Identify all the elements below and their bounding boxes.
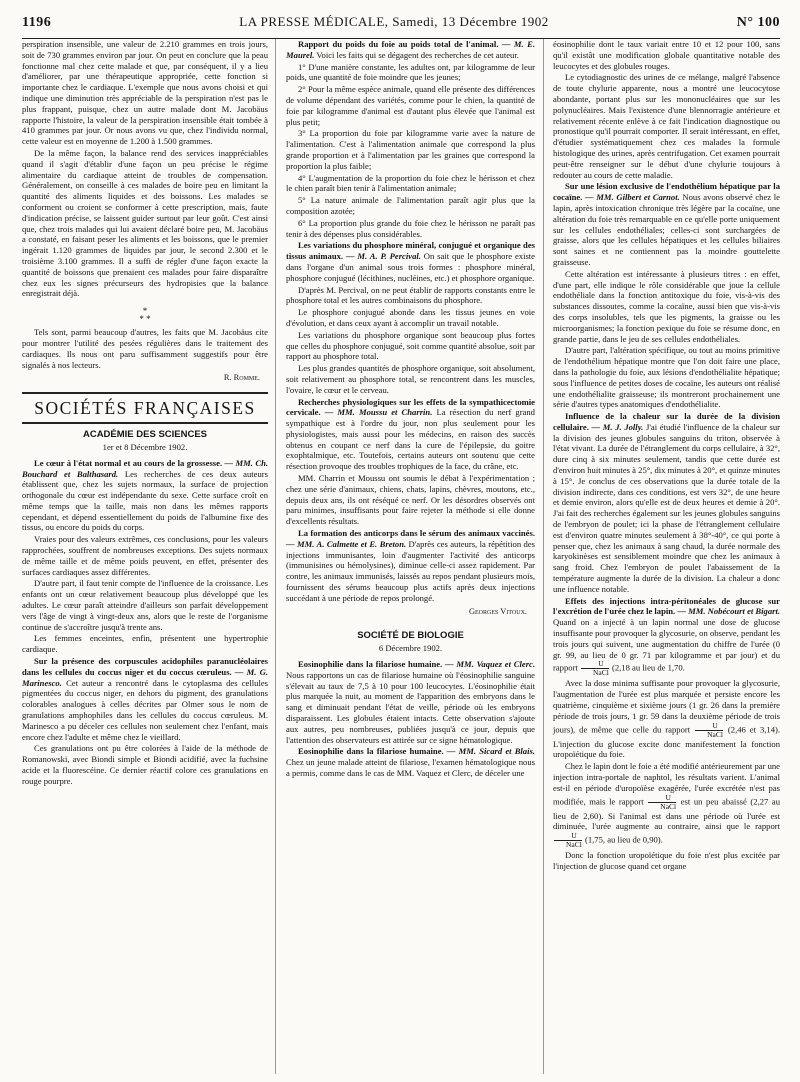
paragraph: Cette altération est intéressante à plusieurs titres : en effet, d'une part, elle indique le rôle considérable que joue la cellule endothéliale dans la fonction antitoxique du foie, vis-à-vis des substances dissoutes, comme la cocaïne, aussi bien que vis-à-vis des corps insolubles, tels que les pigments, la graisse ou les microorganismes; la fonction pexique du foie se résume donc, en grande partie, dans le jeu de ses cellules endothéliales. <box>553 268 780 344</box>
fraction-numerator: U <box>554 832 582 841</box>
article-body: Chez le lapin dont le foie a été modifié antérieurement par une injection intra-portale de naphtol, les résultats varient. L'animal est-il en période d'uropoïèse exagérée, l'urée excrétée n'est pas modifiée, mais le rapport <box>553 761 780 807</box>
article-body: (2,18 au lieu de 1,70. <box>611 662 685 673</box>
paragraph: Tels sont, parmi beaucoup d'autres, les faits que M. Jacobäus cite pour montrer l'utilité des pesées régulières dans le traitement des cardiaques. Ils nous ont paru suffisamment suggestifs pour être signalés à nos lecteurs. <box>22 327 268 370</box>
article-body: (1,75, au lieu de 0,90). <box>585 834 663 845</box>
article-authors: — M. G. Marinesco. <box>22 666 268 688</box>
paragraph <box>553 678 780 760</box>
article-body: D'après ces auteurs, la répétition des injections immunisantes, loin d'augmenter l'activité des anticorps (immunisines ou hémolysines), diminue celle-ci assez rapidement. Par contre, les animaux immunisés, laissés au repos pendant plusieurs mois, fournissent des sérums beaucoup plus actifs après deux injections succédant à une période de repos prolongé. <box>286 538 535 603</box>
article-entry <box>286 659 535 745</box>
article-authors: — M. E. Maurel. <box>286 39 535 60</box>
paragraph: éosinophilie dont le taux variait entre 10 et 12 pour 100, sans qu'il existât une modification globale quantitative notable des leucocytes et des globules rouges. <box>553 39 780 71</box>
paragraph: MM. Charrin et Moussu ont soumis le débat à l'expérimentation ; chez une série d'animaux, chiens, chats, lapins, chèvres, moutons, etc., depuis deux ans, ils ont réséqué ce nerf. Or les désordres observés ont paru minimes, insuffisants pour faire rejeter la méthode si elle donne d'excellents résultats. <box>286 473 535 527</box>
list-item: 3° La proportion du foie par kilogramme varie avec la nature de l'alimentation. C'est à l'alimentation animale que correspond la plus grande proportion et à l'alimentation par les graines que correspond la proportion la plus faible; <box>286 128 535 171</box>
article-body: (2,46 et 3,14). L'injection du glucose excite donc manifestement la fonction uropoïétique du foie. <box>553 724 780 760</box>
fraction-u-nacl <box>695 722 723 739</box>
article-entry <box>553 181 780 267</box>
journal-title: LA PRESSE MÉDICALE, Samedi, 13 Décembre 1902 <box>239 14 549 29</box>
list-item: 1° D'une manière constante, les adultes ont, par kilogramme de leur poids, une quantité de foie moindre que les jeunes; <box>286 61 535 83</box>
fraction-denominator: NaCl <box>566 840 582 850</box>
fraction-numerator: U <box>695 722 723 731</box>
list-item: 2° Pour la même espèce animale, quand elle présente des différences de volume dépendant des variétés, comme pour le chien, la quantité de foie par kilogramme d'animal est d'autant plus élevée que l'animal est plus petit; <box>286 84 535 127</box>
paragraph: De la même façon, la balance rend des services inappréciables quand il s'agit d'établir d'une façon un peu précise le régime alimentaire du cardiaque atteint de troubles de compensation. Généralement, on conseille à ces malades de boire peu en limitant la quantité des aliments liquides et des boissons. Les malades se conforment ou croient se conformer à cette prescription, mais, faute d'indication précise, se laissent guider surtout par leur goût. C'est ainsi que, chez trois malades qui lui avaient déclaré boire peu, M. Jacobäus a constaté, en faisant peser les aliments et les boissons, que le premier ingérait 1.120 grammes de liquides par jour, le second 2.300 et le troisième 3.100 grammes. Il a suffi de régler d'une façon exacte la quantité de boissons que prenaient ces malades pour faire disparaître chez eux les signes précurseurs des hydropisies que la balance enregistrait déjà. <box>22 147 268 299</box>
article-authors: — MM. Gilbert et Carnot. <box>585 192 680 203</box>
paragraph: Les femmes enceintes, enfin, présentent une hypertrophie cardiaque. <box>22 633 268 655</box>
article-body: Chez un jeune malade atteint de filariose, l'examen hématologique nous a permis, comme dans le cas de MM. Vaquez et Clerc, de déceler une <box>286 757 535 778</box>
society-heading: SOCIÉTÉ DE BIOLOGIE <box>357 630 464 642</box>
article-body: est un peu abaissé (2,27 au lieu de 2,60). Si l'animal est dans une période où l'urée est diminuée, l'urée augmente au contraire, ainsi que le rapport <box>553 796 780 832</box>
article-title: Recherches physiologiques sur les effets de la sympathicectomie cervicale. <box>286 396 535 418</box>
paragraph: D'autre part, l'altération spécifique, ou tout au moins primitive de l'endothélium hépatique montre que l'on doit faire une place, dans la pathologie du foie, aux lésions d'endothélialite hépatique; sous l'influence de petites doses de cocaïne, les auteurs ont réalisé une endothélialite graisseuse; ils montreront prochainement une série d'autres types anatomiques d'endothélialite. <box>553 345 780 410</box>
article-authors: — M. A. P. Percival. <box>345 251 421 262</box>
article-entry <box>286 397 535 473</box>
column-right <box>544 39 780 1074</box>
article-entry <box>22 458 268 534</box>
article-authors: — MM. Nobécourt et Bigart. <box>677 606 780 617</box>
article-authors: — MM. Sicard et Blais. <box>446 746 535 757</box>
list-item: 4° L'augmentation de la proportion du foie chez le hérisson et chez le chien paraît bien tenir à l'alimentation animale; <box>286 172 535 194</box>
article-authors: — MM. Vaquez et Clerc. <box>445 659 535 670</box>
paragraph <box>553 761 780 849</box>
article-body: On sait que le phosphore existe dans l'organe d'un animal sous trois formes : phosphore minéral, phosphore conjugué (lécithines, nucléines, etc.) et phosphore organique. <box>286 251 535 283</box>
fraction-u-nacl <box>554 832 582 849</box>
article-title: Effets des injections intra-péritonéales de glucose sur l'excrétion de l'urée chez le lapin. <box>553 595 780 617</box>
article-entry <box>286 528 535 604</box>
fraction-u-nacl <box>648 794 676 811</box>
article-body: Voici les faits qui se dégagent des recherches de cet auteur. <box>316 49 519 60</box>
fraction-denominator: NaCl <box>707 729 723 739</box>
list-item: 6° La proportion plus grande du foie chez le hérisson ne paraît pas tenir à des dépenses plus considérables. <box>286 217 535 239</box>
article-title: Sur la présence des corpuscules acidophiles paranucléolaires dans les cellules du coccus niger et du coccus cœruleus. <box>22 656 268 677</box>
column-middle <box>276 39 544 1074</box>
fraction-numerator: U <box>581 660 609 669</box>
article-title: Eosinophilie dans la filariose humaine. <box>298 659 443 670</box>
article-authors: — MM. Ch. Bouchard et Balthasard. <box>22 457 268 479</box>
academy-heading: ACADÉMIE DES SCIENCES <box>82 429 208 441</box>
list-item: 5° La nature animale de l'alimentation paraît agir plus que la composition azotée; <box>286 195 535 216</box>
article-authors: — MM. A. Calmette et E. Breton. <box>286 538 407 549</box>
paragraph: Le cytodiagnostic des urines de ce mélange, malgré l'absence de toute chylurie apparente, nous a montré une leucocytose abondante, portant plus sur les mononucléaires que sur les polynucléaires. Mais l'existence d'une blennorragie antérieure et relativement récente enlève à ce fait l'indication diagnostique ou pronostique qu'il pourrait comporter. Il serait intéressant, en effet, d'étudier systématiquement chez ces malades la formule histologique des urines, après centrifugation. Cet examen pourrait peut-être renseigner sur le début d'une chylurie toujours à redouter au cours de cette maladie. <box>553 72 780 180</box>
article-body: Quand on a injecté à un lapin normal une dose de glucose insuffisante pour provoquer la glycosurie, on observe, pendant les trois jours qui suivent, une augmentation du chiffre de l'urée (0 gr. 99, au lieu de 0 gr. 71 par kilogramme et par jour) et du rapport <box>553 617 780 673</box>
fraction-denominator: NaCl <box>592 668 609 678</box>
paragraph: Ces granulations ont pu être colorées à l'aide de la méthode de Romanowski, avec Biondi simple et Biondi acidifié, avec la fuchsine acide et la fluorescéine. Ce dernier réactif colore ces granulations en rouge pourpre. <box>22 743 268 786</box>
article-body: Les recherches de ces deux auteurs établissent que, chez les sujets normaux, la surface de projection orthogonale du cœur est indépendante du sexe. Cette surface croît en même temps que la taille, mais non dans les mêmes rapports cependant, et dépend essentiellement du poids de l'albumine fixe des tissus, ou encore du poids du corps. <box>22 468 268 533</box>
paragraph: Les variations du phosphore organique sont beaucoup plus fortes que celles du phosphore conjugué, soit comme quantité absolue, soit par rapport au phosphore total. <box>286 329 535 362</box>
paragraph: perspiration insensible, une valeur de 2.210 grammes en trois jours, soit de 730 grammes environ par jour. On peut en conclure que la peau fonctionne mal chez cette malade et que, par conséquent, il y a lieu d'améliorer, par une thérapeutique appropriée, cette fonction si importante chez le cardiaque. L'exemple que nous avons choisi et qui indique une diminution très appréciable de la perspiration n'est pas le plus frappant, puisque, chez un autre malade dont M. Jacobäus rapporte l'histoire, la valeur de la perspiration insensible était tombée à 410 grammes par jour. Or nous avons vu que, chez l'individu normal, cette valeur est en moyenne de 1.200 à 1.500 grammes. <box>22 39 268 147</box>
article-columns <box>22 39 780 1074</box>
paragraph: Les plus grandes quantités de phosphore organique, soit absolument, soit relativement au phosphore total, se rencontrent dans les muscles, l'ovaire, le cœur et le cerveau. <box>286 363 535 395</box>
fraction-u-nacl <box>581 660 609 677</box>
author-signature: Georges Vitoux. <box>468 606 527 616</box>
article-title: Rapport du poids du foie au poids total de l'animal. <box>298 39 499 49</box>
author-signature: R. Romme. <box>223 373 260 383</box>
article-title: Les variations du phosphore minéral, conjugué et organique des tissus animaux. <box>286 240 535 262</box>
paragraph: D'autre part, il faut tenir compte de l'influence de la croissance. Les enfants ont un cœur relativement beaucoup plus développé que les adultes. Le cœur paraît atteindre d'ailleurs son parfait développement vers l'âge de vingt à vingt-deux ans, alors que le reste de l'organisme continue de s'accroître jusqu'à trente ans. <box>22 578 268 632</box>
article-body: Avec la dose minima suffisante pour provoquer la glycosurie, l'augmentation de l'urée est plus marquée et persiste encore les quatrième, cinquième et sixième jours (1 gr. 26 dans la première période de trois jours, 1 gr. 59 dans la deuxième période de trois jours), de même que celle du rapport <box>553 678 780 735</box>
article-entry <box>553 411 780 595</box>
article-entry <box>286 39 535 61</box>
article-authors: — MM. Moussu et Charrin. <box>324 407 433 418</box>
article-entry <box>286 240 535 283</box>
article-body: Nous rapportons un cas de filariose humaine où l'éosinophilie sanguine s'élevait au taux de 7,5 à 10 pour 100 leucocytes. L'éosinophilie était plus marquée la nuit, au moment de l'apparition des embryons dans le sang et diminuait pendant l'état de veille, période où les embryons disparaissent. Les globules étaient intacts. Cette observation s'ajoute aux autres, peu nombreuses, publiées jusqu'à ce jour, depuis que l'attention des observateurs est attirée sur ce signe hématologique. <box>286 669 535 745</box>
article-body: Nous avons observé chez le lapin, après intoxication chronique très légère par la cocaïne, une altération du foie très remarquable en ce qu'elle porte uniquement sur les cellules endothéliales; celles-ci sont surchargées de graisse, alors que les cellules hépatiques et les cellules biliaires sont saines et ne contiennent pas la moindre gouttelette graisseuse. <box>553 192 780 267</box>
issue-number: N° 100 <box>736 15 780 30</box>
article-title: Eosinophilie dans la filariose humaine. <box>298 746 444 757</box>
article-title: Sur une lésion exclusive de l'endothélium hépatique par la cocaïne. <box>553 181 780 203</box>
paragraph: Donc la fonction uropoïétique du foie n'est plus excitée par l'injection de glucose quand cet organe <box>553 850 780 871</box>
article-authors: — M. J. Jolly. <box>591 421 644 432</box>
article-entry <box>22 656 268 742</box>
asterism: * * * <box>139 306 151 325</box>
article-body: J'ai étudié l'influence de la chaleur sur la division des jeunes globules sanguins du triton, observée à l'état vivant. La durée de l'étranglement du corps cellulaire, à 32°, dure cinq à six minutes seulement, tandis que cette durée est d'environ huit minutes à 25°, dix minutes à 20°, et quinze minutes à 15°. Je conclus de ces observations que la durée totale de la division indirecte, dans ces conditions, est vers 32°, de une heure et demie environ, alors qu'elle est de deux heures et demie à 20°. J'ai fait des recherches également sur les jeunes globules sanguins de l'embryon de poulet; ici la phase de l'étranglement cellulaire est d'environ quatre minutes seulement à 38°-40°, ce qui porte à penser que, chez les animaux à sang chaud, la durée normale des karyokinèses est sensiblement moindre que chez les animaux à sang froid. Chez l'embryon de poulet l'abaissement de la température augmente la durée de la division. La chaleur a donc une influence notable. <box>553 421 780 594</box>
article-title: Le cœur à l'état normal et au cours de la grossesse. <box>34 457 223 468</box>
page-number: 1196 <box>22 15 52 30</box>
paragraph: Le phosphore conjugué abonde dans les tissus jeunes en voie d'évolution, et dans ceux ayant à accomplir un travail notable. <box>286 307 535 328</box>
fraction-denominator: NaCl <box>660 801 677 811</box>
page-header <box>22 0 780 36</box>
article-body: La résection du nerf grand sympathique est à l'ordre du jour, non plus seulement pour les physiologistes, mais aussi pour les médecins, en raison des succès obtenus en coupant ce nerf dans la cure de l'épilepsie, du goitre exophtalmique, etc. Toutefois, certains auteurs ont soutenu que cette résection provoque des troubles trophiques de la face, du crâne, etc. <box>286 407 535 472</box>
article-title: Influence de la chaleur sur la durée de la division cellulaire. <box>553 411 780 432</box>
article-entry <box>286 746 535 778</box>
session-date: 6 Décembre 1902. <box>378 643 443 654</box>
article-body: Cet auteur a rencontré dans le cytoplasma des cellules pigmentées du coccus niger, en dehors du pigment, des granulations colorables analogues à celles décrites par Olmer sous le nom de granulations amphophiles dans les cellules du coccus cœruleus. M. Marinesco a pu déceler ces cellules non seulement chez l'enfant, mais encore chez l'adulte et même chez le vieillard. <box>22 677 268 742</box>
paragraph: D'après M. Percival, on ne peut établir de rapports constants entre le phosphore total et les autres combinaisons du phosphore. <box>286 284 535 306</box>
column-left <box>22 39 276 1074</box>
paragraph: Vraies pour des valeurs extrêmes, ces conclusions, pour les valeurs rapprochées, souffrent de nombreuses exceptions. Des sujets normaux de même taille et de même poids peuvent, en effet, présenter des surfaces cardiaques assez différentes. <box>22 534 268 577</box>
session-date: 1er et 8 Décembre 1902. <box>102 441 188 452</box>
fraction-numerator: U <box>648 794 676 803</box>
section-title: SOCIÉTÉS FRANÇAISES <box>22 392 268 424</box>
article-entry <box>553 596 780 678</box>
article-title: La formation des anticorps dans le sérum des animaux vaccinés. <box>298 528 535 539</box>
